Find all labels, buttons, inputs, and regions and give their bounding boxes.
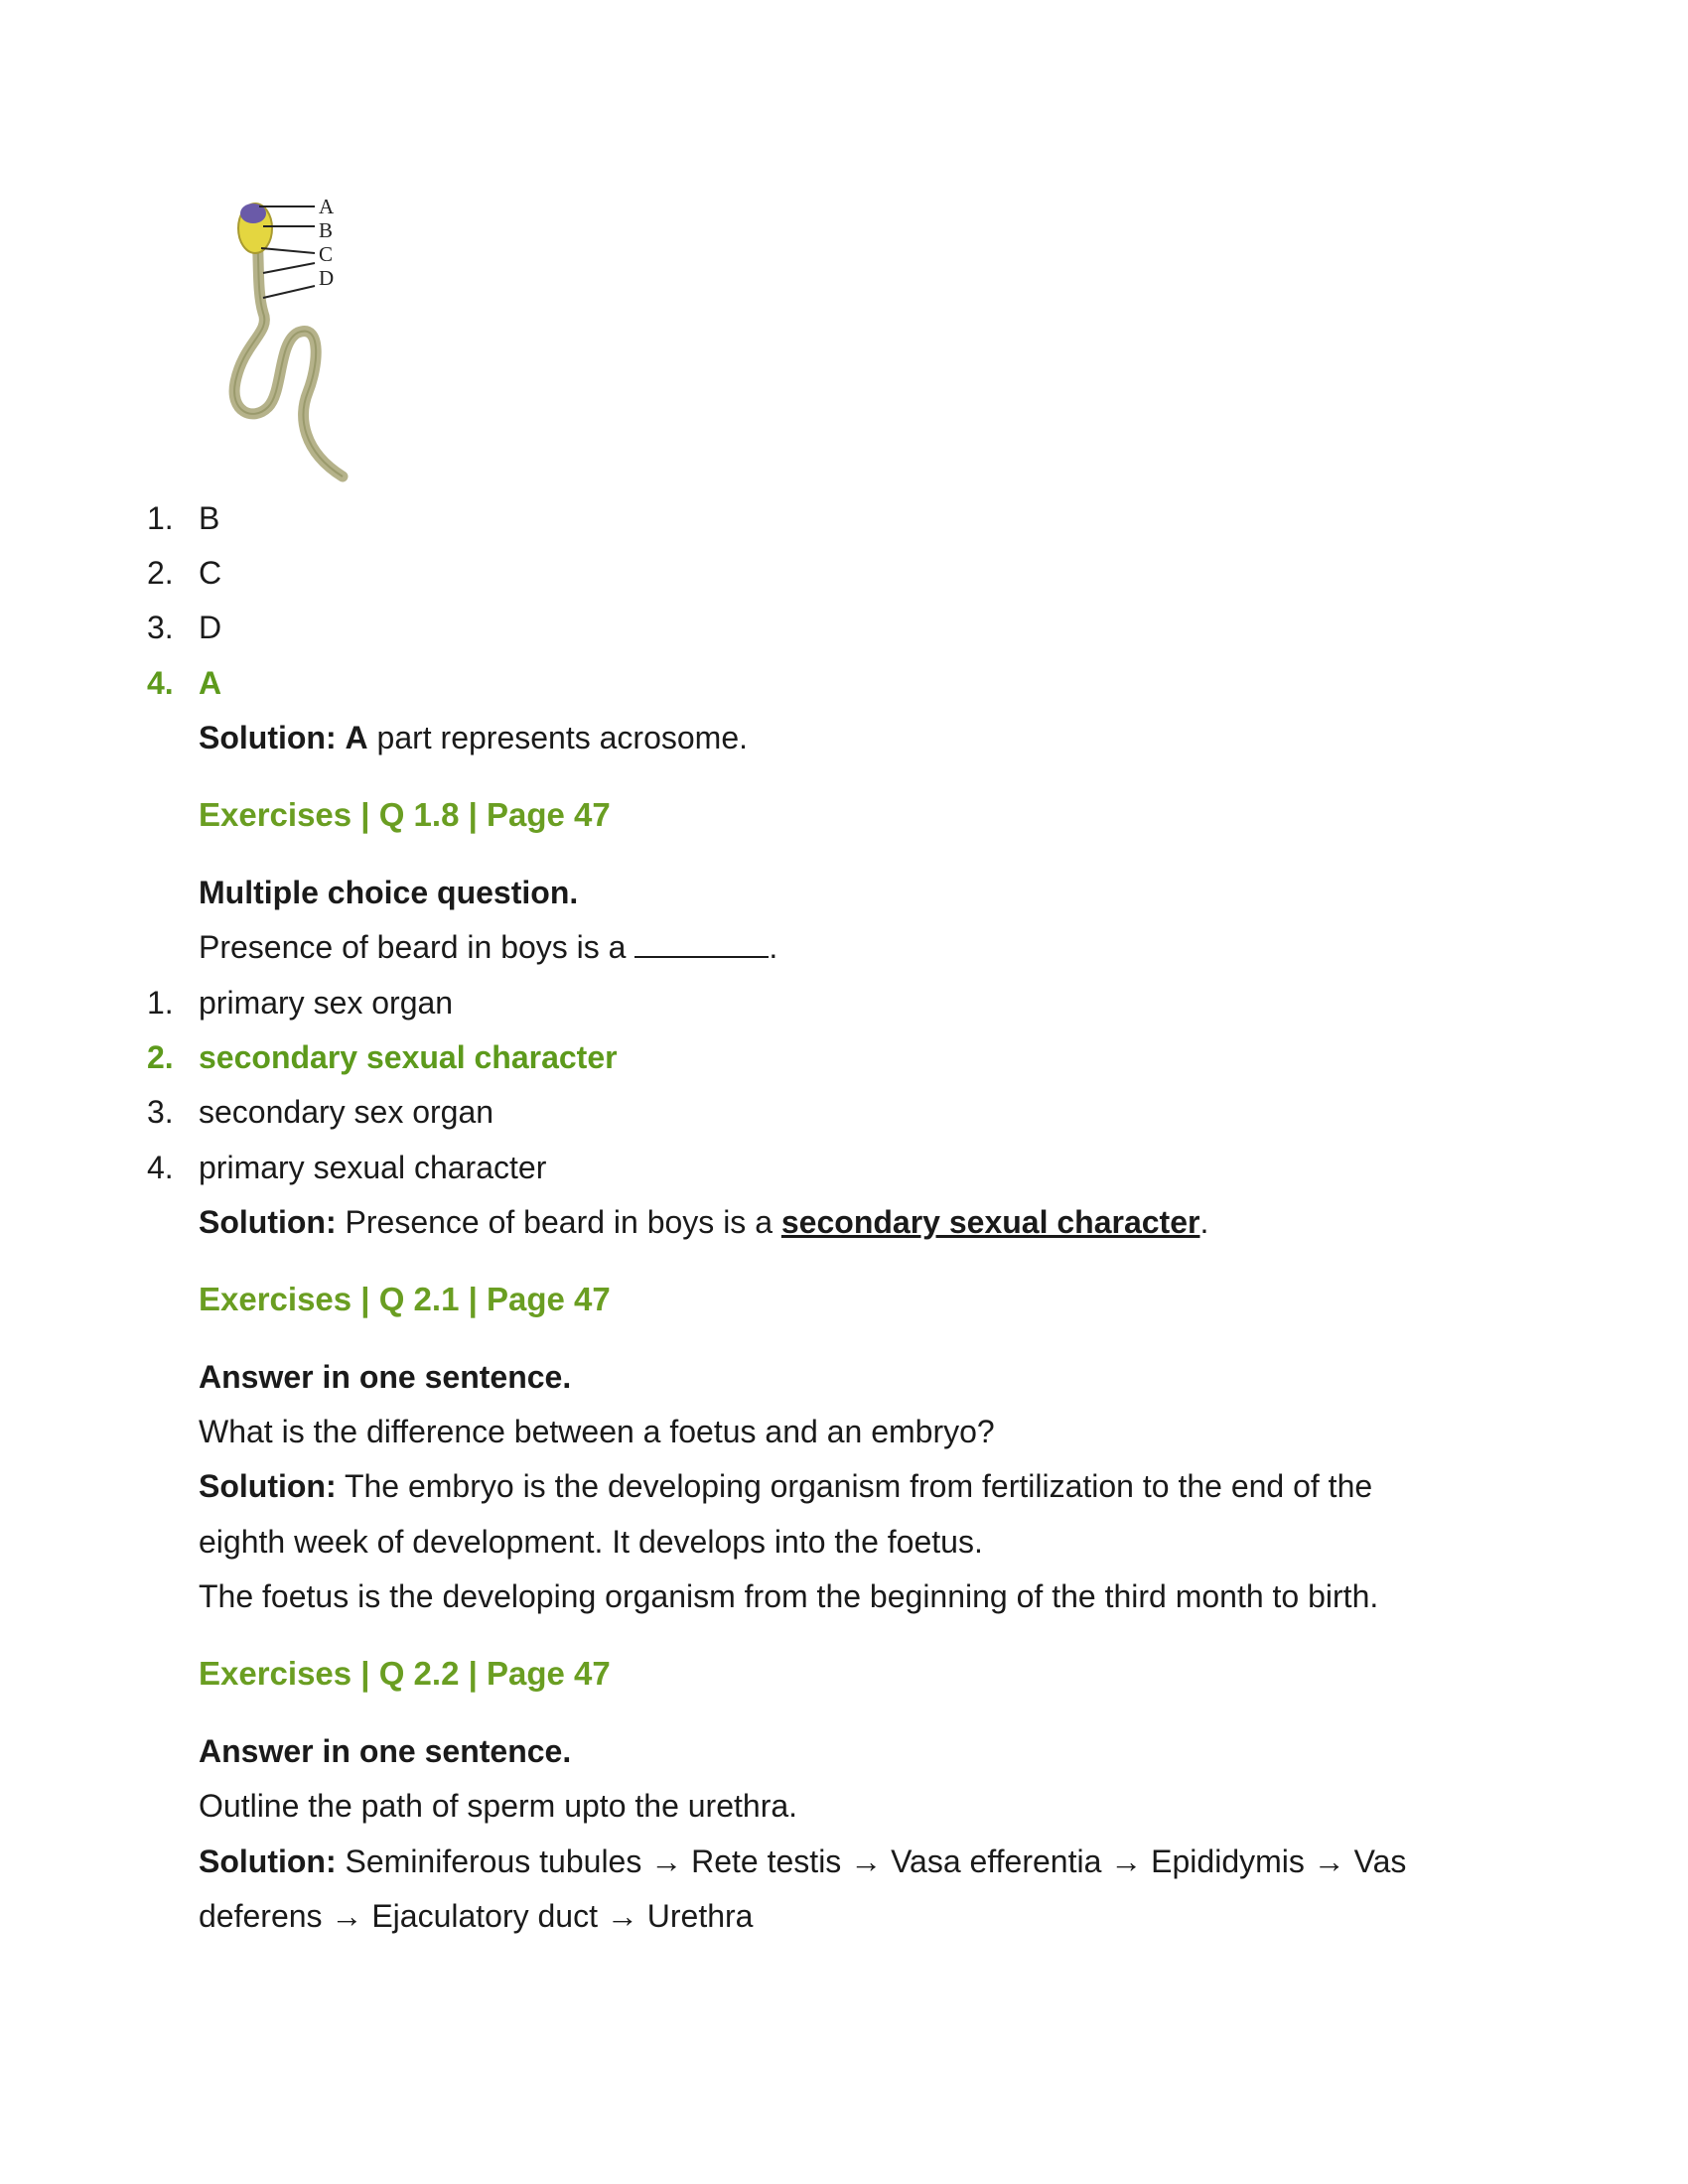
option-text: primary sex organ [199, 985, 454, 1021]
option-text: D [199, 610, 222, 645]
option-2-correct [147, 1037, 618, 1077]
option-3 [147, 608, 221, 647]
blank-line [634, 930, 769, 958]
solution-q2-2 [199, 1842, 1406, 1881]
option-text: C [199, 555, 222, 591]
question-text: Outline the path of sperm upto the urethra. [199, 1788, 798, 1824]
option-4-correct [147, 663, 221, 703]
solution-text: The embryo is the developing organism from fertilization to the end of the [336, 1468, 1373, 1504]
question-type: Multiple choice question. [199, 875, 579, 910]
solution-answer: secondary sexual character [780, 1204, 1200, 1240]
option-text: secondary sex organ [199, 1094, 494, 1130]
solution-text: Presence of beard in boys is a [336, 1204, 781, 1240]
option-number: 1. [147, 985, 174, 1021]
option-1 [147, 498, 219, 538]
question-heading-q1-8: Exercises | Q 1.8 | Page 47 [199, 796, 611, 833]
solution-label: Solution: [199, 1468, 337, 1504]
option-number: 2. [147, 555, 174, 591]
solution-q2-1 [199, 1466, 1372, 1506]
sperm-diagram [223, 194, 382, 491]
question-heading-q2-2: Exercises | Q 2.2 | Page 47 [199, 1655, 611, 1692]
question-text-end: . [769, 929, 778, 965]
option-text: primary sexual character [199, 1150, 547, 1185]
option-number: 2. [147, 1039, 174, 1075]
question-heading-q2-1: Exercises | Q 2.1 | Page 47 [199, 1281, 611, 1317]
option-3 [147, 1092, 493, 1132]
solution-q1 [199, 718, 748, 757]
question-type: Answer in one sentence. [199, 1733, 572, 1769]
question-type: Answer in one sentence. [199, 1359, 572, 1395]
option-number: 3. [147, 1094, 174, 1130]
option-number: 1. [147, 500, 174, 536]
diagram-label-d: D [319, 266, 335, 290]
question-text [199, 927, 777, 967]
solution-label: Solution: [199, 1204, 337, 1240]
diagram-label-a: A [319, 195, 335, 218]
option-number: 4. [147, 1150, 174, 1185]
solution-line-2: deferens → Ejaculatory duct → Urethra [199, 1898, 754, 1934]
diagram-label-c: C [319, 242, 334, 266]
option-text: A [199, 665, 222, 701]
option-number: 4. [147, 665, 174, 701]
solution-label: Solution: [199, 720, 337, 755]
option-number: 3. [147, 610, 174, 645]
option-text: secondary sexual character [199, 1039, 618, 1075]
option-2 [147, 553, 221, 593]
solution-bold: A [345, 720, 368, 755]
solution-label: Solution: [199, 1843, 337, 1879]
solution-q1-8 [199, 1202, 1208, 1242]
option-text: B [199, 500, 220, 536]
question-text-start: Presence of beard in boys is a [199, 929, 635, 965]
solution-line-3: The foetus is the developing organism from the beginning of the third month to birth. [199, 1578, 1379, 1614]
option-4 [147, 1148, 546, 1187]
solution-end: . [1199, 1204, 1209, 1240]
diagram-label-b: B [319, 218, 334, 242]
solution-text: part represents acrosome. [367, 720, 749, 755]
solution-text: Seminiferous tubules → Rete testis → Vasa efferentia → Epididymis → Vas [336, 1843, 1407, 1879]
sperm-illustration [223, 194, 382, 491]
question-text: What is the difference between a foetus and an embryo? [199, 1414, 995, 1449]
option-1 [147, 983, 453, 1023]
solution-line-2: eighth week of development. It develops into the foetus. [199, 1524, 983, 1560]
